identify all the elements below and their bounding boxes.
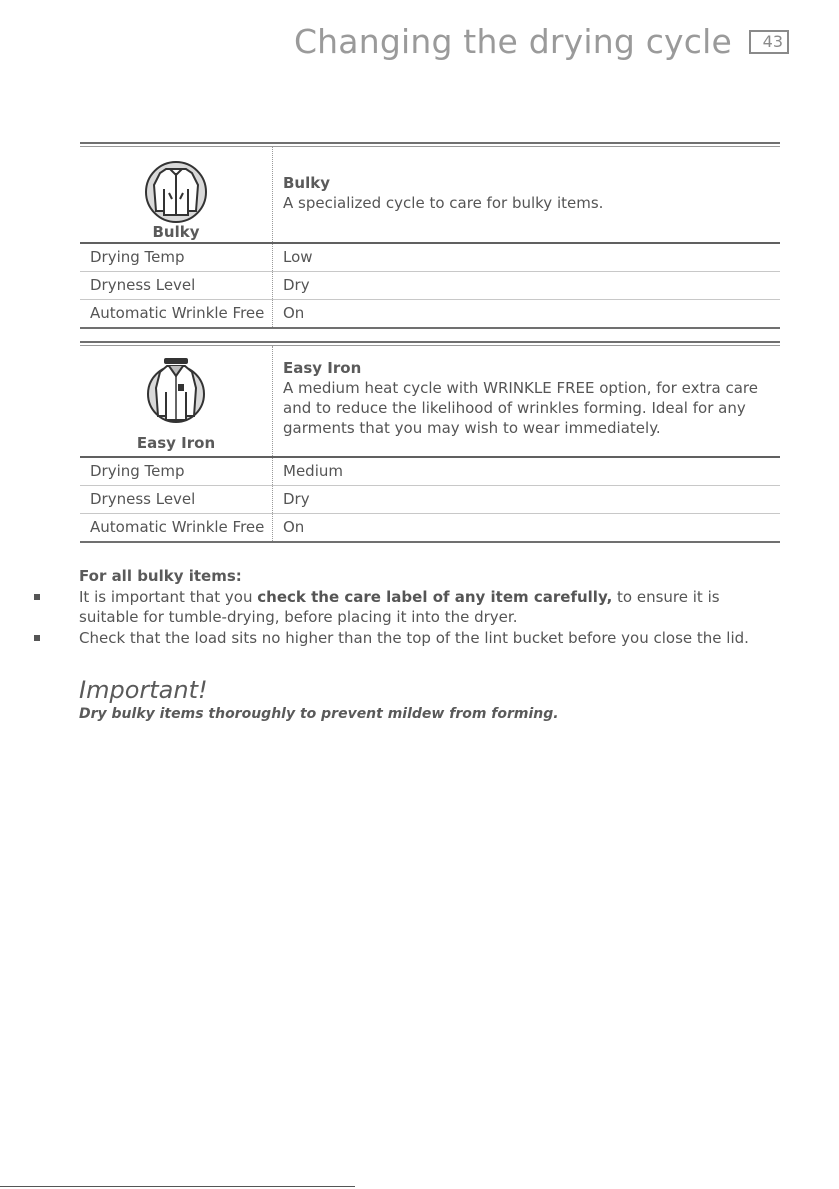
- setting-label: Dryness Level: [80, 272, 273, 299]
- page-number: 43: [749, 30, 789, 54]
- bullet-square-icon: [34, 594, 40, 600]
- setting-value: Dry: [283, 276, 310, 294]
- important-text: Dry bulky items thoroughly to prevent mildew from forming.: [79, 706, 559, 722]
- footer-divider: [0, 1186, 355, 1187]
- notes-title: For all bulky items:: [79, 567, 242, 585]
- easy-iron-cycle-table: [80, 341, 780, 543]
- bullet-square-icon: [34, 635, 40, 641]
- cycle-icon-label: Bulky: [152, 223, 200, 241]
- bullet-emphasis: check the care label of any item carefully,: [257, 588, 613, 606]
- bulky-jacket-icon: [144, 159, 208, 223]
- cycle-header: [80, 147, 780, 242]
- cycle-description: A specialized cycle to care for bulky items.: [283, 194, 604, 212]
- setting-label: Automatic Wrinkle Free: [80, 514, 273, 541]
- cycle-name: Easy Iron: [283, 359, 362, 377]
- setting-row: [80, 514, 780, 543]
- setting-row: [80, 300, 780, 329]
- cycle-name: Bulky: [283, 174, 331, 192]
- important-title: Important!: [79, 676, 208, 704]
- cycle-description: A medium heat cycle with WRINKLE FREE option, for extra care and to reduce the likelihood of wrinkles forming. Ideal for any garments that you may wish to wear immediately.: [283, 379, 758, 437]
- setting-label: Automatic Wrinkle Free: [80, 300, 273, 327]
- list-item: [79, 628, 779, 648]
- cycle-header: [80, 346, 780, 456]
- cycle-icon-label: Easy Iron: [136, 434, 216, 452]
- setting-row: [80, 272, 780, 300]
- setting-value: Low: [283, 248, 313, 266]
- setting-row: [80, 244, 780, 272]
- setting-row: [80, 486, 780, 514]
- setting-value: Medium: [283, 462, 343, 480]
- bullet-text: It is important that you: [79, 588, 258, 606]
- setting-value: Dry: [283, 490, 310, 508]
- bulky-cycle-table: [80, 142, 780, 329]
- setting-value: On: [283, 518, 305, 536]
- page-title: Changing the drying cycle: [293, 22, 732, 61]
- easy-iron-shirt-icon: [144, 354, 208, 418]
- important-callout: [79, 676, 559, 722]
- bullet-text: Check that the load sits no higher than the top of the lint bucket before you close the lid.: [79, 629, 749, 647]
- setting-label: Dryness Level: [80, 486, 273, 513]
- settings-rows: [80, 456, 780, 543]
- setting-label: Drying Temp: [80, 458, 273, 485]
- bullet-text: to ensure it is suitable for tumble-drying, before placing it into the dryer.: [79, 588, 720, 626]
- setting-row: [80, 458, 780, 486]
- settings-rows: [80, 242, 780, 329]
- setting-value: On: [283, 304, 305, 322]
- setting-label: Drying Temp: [80, 244, 273, 271]
- list-item: [79, 587, 779, 627]
- bulky-items-notes: [79, 566, 779, 648]
